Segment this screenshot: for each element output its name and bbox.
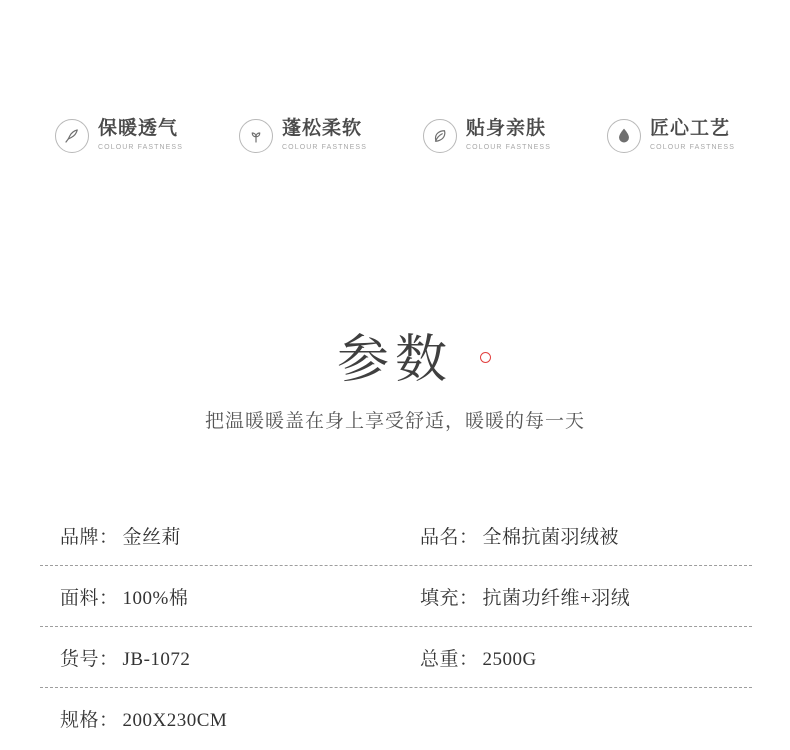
page-title-text: 参数 (336, 332, 453, 389)
page-subtitle: 把温暖暖盖在身上享受舒适，暖暖的每一天 (204, 411, 585, 432)
spec-cell-brand (40, 522, 410, 549)
spec-value: 全棉抗菌羽绒被 (482, 526, 620, 548)
feature-item-4 (607, 118, 735, 153)
spec-value: 2500G (482, 648, 537, 670)
droplet-icon (607, 119, 641, 153)
feature-text-3 (466, 118, 551, 153)
spec-label: 填充： (420, 587, 479, 609)
spec-label: 面料： (60, 587, 119, 609)
leaf-icon (423, 119, 457, 153)
table-row (40, 505, 752, 565)
feature-title-4: 匠心工艺 (650, 118, 731, 139)
spec-cell-fabric (40, 583, 410, 610)
feature-list (0, 118, 790, 153)
spec-value: 金丝莉 (122, 526, 182, 548)
spec-cell-item-number (40, 644, 410, 671)
spec-label: 规格： (60, 709, 119, 731)
title-circle-marker (480, 352, 491, 363)
feature-item-3 (423, 118, 551, 153)
spec-cell-filling (410, 583, 752, 610)
feature-item-1 (55, 118, 183, 153)
spec-cell-size (40, 705, 410, 732)
sprout-icon (239, 119, 273, 153)
spec-label: 品牌： (60, 526, 119, 548)
spec-cell-total-weight (410, 644, 752, 671)
spec-value: 抗菌功纤维+羽绒 (482, 587, 631, 609)
spec-label: 品名： (420, 526, 479, 548)
table-row (40, 565, 752, 626)
spec-label: 总重： (420, 648, 479, 670)
feature-item-2 (239, 118, 367, 153)
feature-title-3: 贴身亲肤 (466, 118, 547, 139)
feature-title-2: 蓬松柔软 (282, 118, 363, 139)
spec-label: 货号： (60, 648, 119, 670)
spec-table (40, 505, 752, 748)
table-row (40, 687, 752, 748)
feature-subtitle-3: COLOUR FASTNESS (466, 144, 551, 151)
feature-subtitle-1: COLOUR FASTNESS (98, 144, 183, 151)
table-row (40, 626, 752, 687)
spec-value: 200X230CM (122, 709, 228, 731)
page-title (337, 330, 453, 392)
spec-cell-product-name (410, 522, 752, 549)
feature-text-1 (98, 118, 183, 153)
feature-subtitle-2: COLOUR FASTNESS (282, 144, 367, 151)
spec-value: JB-1072 (122, 648, 191, 670)
spec-value: 100%棉 (122, 587, 189, 609)
title-block (0, 330, 790, 433)
feather-brush-icon (55, 119, 89, 153)
feature-subtitle-4: COLOUR FASTNESS (650, 144, 735, 151)
feature-title-1: 保暖透气 (98, 118, 179, 139)
feature-text-4 (650, 118, 735, 153)
feature-text-2 (282, 118, 367, 153)
